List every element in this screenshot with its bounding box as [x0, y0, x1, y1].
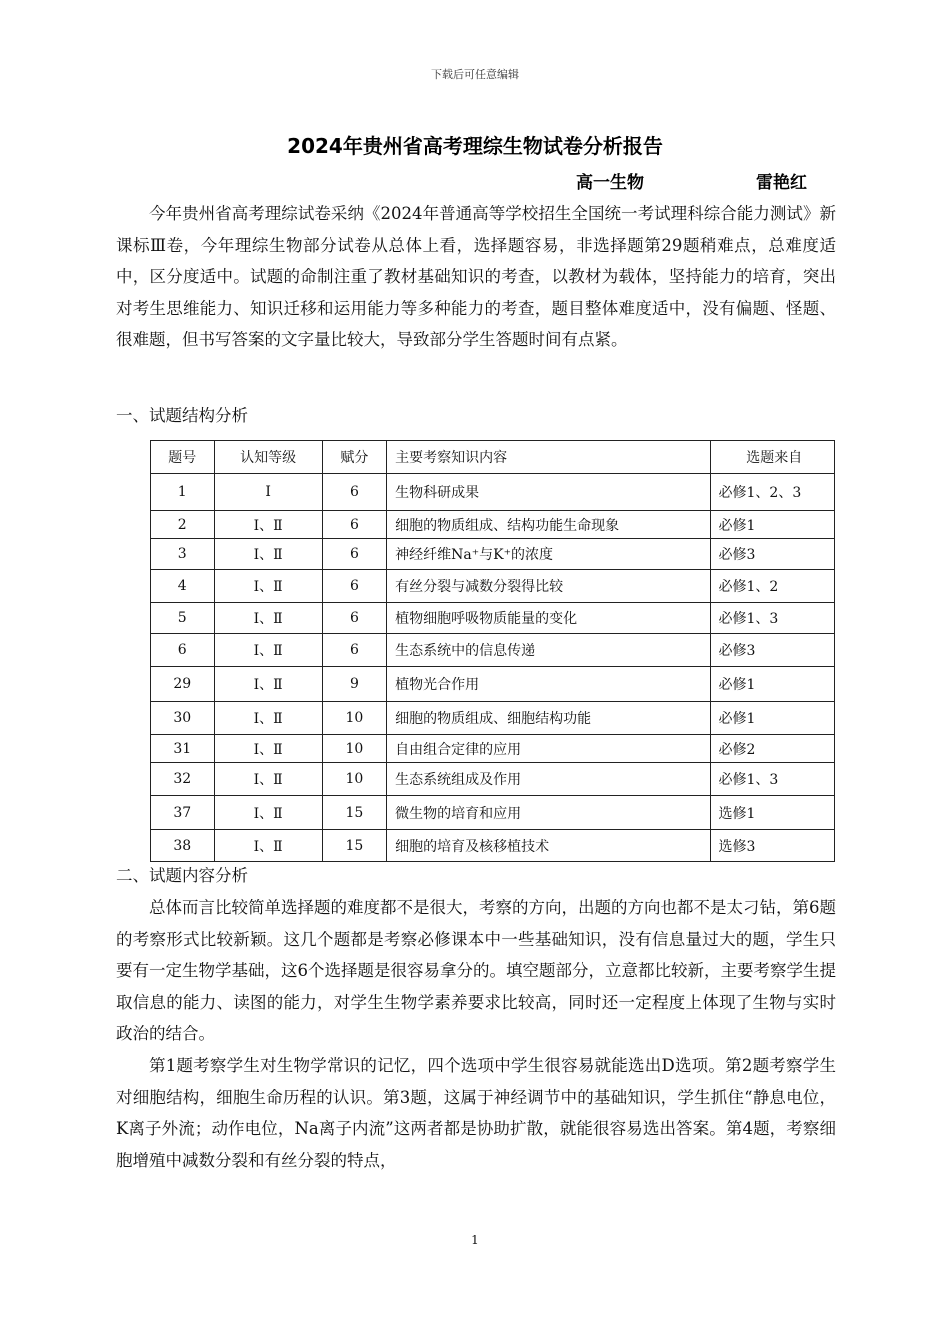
table-cell: 15 — [322, 830, 386, 862]
table-cell: 必修3 — [710, 539, 835, 570]
table-cell: 6 — [322, 539, 386, 570]
table-cell: 必修1、2、3 — [710, 474, 835, 511]
table-header-row — [151, 441, 835, 474]
table-cell: 必修3 — [710, 634, 835, 667]
table-cell: Ⅰ、Ⅱ — [214, 796, 322, 830]
content-paragraph-1: 总体而言比较简单选择题的难度都不是很大，考察的方向，出题的方向也都不是太刁钻，第6题的考察形式比较新颖。这几个题都是考察必修课本中一些基础知识，没有信息量过大的题，学生只要有一定生物学基础，这6个选择题是很容易拿分的。填空题部分，立意都比较新，主要考察学生提取信息的能力、读图的能力，对学生生物学素养要求比较高，同时还一定程度上体现了生物与实时政治的结合。 — [116, 898, 836, 1043]
table-cell: Ⅰ、Ⅱ — [214, 634, 322, 667]
table-cell: 生态系统中的信息传递 — [387, 634, 710, 667]
table-cell: 必修1、3 — [710, 603, 835, 634]
table-cell: Ⅰ、Ⅱ — [214, 702, 322, 735]
table-cell: 38 — [151, 830, 215, 862]
table-cell: 37 — [151, 796, 215, 830]
table-cell: 生物科研成果 — [387, 474, 710, 511]
table-row — [151, 796, 835, 830]
table-row — [151, 702, 835, 735]
table-cell: 6 — [322, 570, 386, 603]
table-cell: Ⅰ、Ⅱ — [214, 539, 322, 570]
table-cell: 31 — [151, 735, 215, 763]
table-cell: 10 — [322, 702, 386, 735]
table-cell: 必修1、2 — [710, 570, 835, 603]
table-cell: 必修1 — [710, 511, 835, 539]
table-cell: Ⅰ、Ⅱ — [214, 570, 322, 603]
header-note: 下载后可任意编辑 — [431, 68, 519, 81]
table-header-cell: 认知等级 — [214, 441, 322, 474]
table-cell: 神经纤维Na⁺与K⁺的浓度 — [387, 539, 710, 570]
table-cell: 必修2 — [710, 735, 835, 763]
table-cell: 6 — [322, 603, 386, 634]
author-name: 雷艳红 — [756, 173, 807, 193]
table-row — [151, 763, 835, 796]
table-cell: 9 — [322, 667, 386, 702]
table-cell: 10 — [322, 763, 386, 796]
table-cell: Ⅰ、Ⅱ — [214, 667, 322, 702]
intro-paragraph: 今年贵州省高考理综试卷采纳《2024年普通高等学校招生全国统一考试理科综合能力测试》新课标Ⅲ卷，今年理综生物部分试卷从总体上看，选择题容易，非选择题第29题稍难点，总难度适中，区分度适中。试题的命制注重了教材基础知识的考查，以教材为载体，坚持能力的培育，突出对考生思维能力、知识迁移和运用能力等多种能力的考查，题目整体难度适中，没有偏题、怪题、很难题，但书写答案的文字量比较大，导致部分学生答题时间有点紧。 — [116, 204, 836, 349]
table-cell: 5 — [151, 603, 215, 634]
page-number: 1 — [471, 1233, 479, 1247]
table-cell: 植物细胞呼吸物质能量的变化 — [387, 603, 710, 634]
table-cell: 选修1 — [710, 796, 835, 830]
table-cell: 微生物的培育和应用 — [387, 796, 710, 830]
author-grade: 高一生物 — [576, 173, 644, 193]
table-cell: 细胞的物质组成、结构功能生命现象 — [387, 511, 710, 539]
table-cell: 15 — [322, 796, 386, 830]
section-heading-content: 二、试题内容分析 — [116, 866, 248, 885]
table-cell: Ⅰ、Ⅱ — [214, 763, 322, 796]
table-cell: 6 — [322, 511, 386, 539]
table-header-cell: 主要考察知识内容 — [387, 441, 710, 474]
table-row — [151, 603, 835, 634]
section-heading-structure: 一、试题结构分析 — [116, 406, 248, 425]
table-row — [151, 511, 835, 539]
table-header-cell: 选题来自 — [710, 441, 835, 474]
table-cell: 植物光合作用 — [387, 667, 710, 702]
table-cell: 必修1、3 — [710, 763, 835, 796]
table-header-cell: 赋分 — [322, 441, 386, 474]
table-cell: 有丝分裂与减数分裂得比较 — [387, 570, 710, 603]
table-cell: Ⅰ、Ⅱ — [214, 603, 322, 634]
table-cell: 生态系统组成及作用 — [387, 763, 710, 796]
table-row — [151, 634, 835, 667]
table-cell: 3 — [151, 539, 215, 570]
table-cell: 30 — [151, 702, 215, 735]
table-cell: 6 — [322, 634, 386, 667]
table-cell: 1 — [151, 474, 215, 511]
table-row — [151, 735, 835, 763]
table-cell: Ⅰ、Ⅱ — [214, 830, 322, 862]
table-cell: 必修1 — [710, 667, 835, 702]
structure-table — [150, 440, 835, 862]
table-cell: 10 — [322, 735, 386, 763]
document-title: 2024年贵州省高考理综生物试卷分析报告 — [287, 134, 663, 158]
table-cell: 6 — [322, 474, 386, 511]
table-row — [151, 667, 835, 702]
table-cell: 选修3 — [710, 830, 835, 862]
table-cell: 32 — [151, 763, 215, 796]
table-cell: 细胞的物质组成、细胞结构功能 — [387, 702, 710, 735]
table-cell: Ⅰ、Ⅱ — [214, 735, 322, 763]
table-cell: 6 — [151, 634, 215, 667]
table-cell: 细胞的培育及核移植技术 — [387, 830, 710, 862]
content-paragraph-2: 第1题考察学生对生物学常识的记忆，四个选项中学生很容易就能选出D选项。第2题考察学生对细胞结构，细胞生命历程的认识。第3题，这属于神经调节中的基础知识，学生抓住“静息电位，K离子外流；动作电位，Na离子内流”这两者都是协助扩散，就能很容易选出答案。第4题，考察细胞增殖中减数分裂和有丝分裂的特点， — [116, 1056, 836, 1170]
table-row — [151, 570, 835, 603]
table-row — [151, 539, 835, 570]
table-cell: 自由组合定律的应用 — [387, 735, 710, 763]
table-cell: 2 — [151, 511, 215, 539]
table-row — [151, 474, 835, 511]
table-cell: 必修1 — [710, 702, 835, 735]
table-cell: 4 — [151, 570, 215, 603]
table-cell: 29 — [151, 667, 215, 702]
table-cell: Ⅰ、Ⅱ — [214, 511, 322, 539]
table-header-cell: 题号 — [151, 441, 215, 474]
table-cell: Ⅰ — [214, 474, 322, 511]
table-row — [151, 830, 835, 862]
